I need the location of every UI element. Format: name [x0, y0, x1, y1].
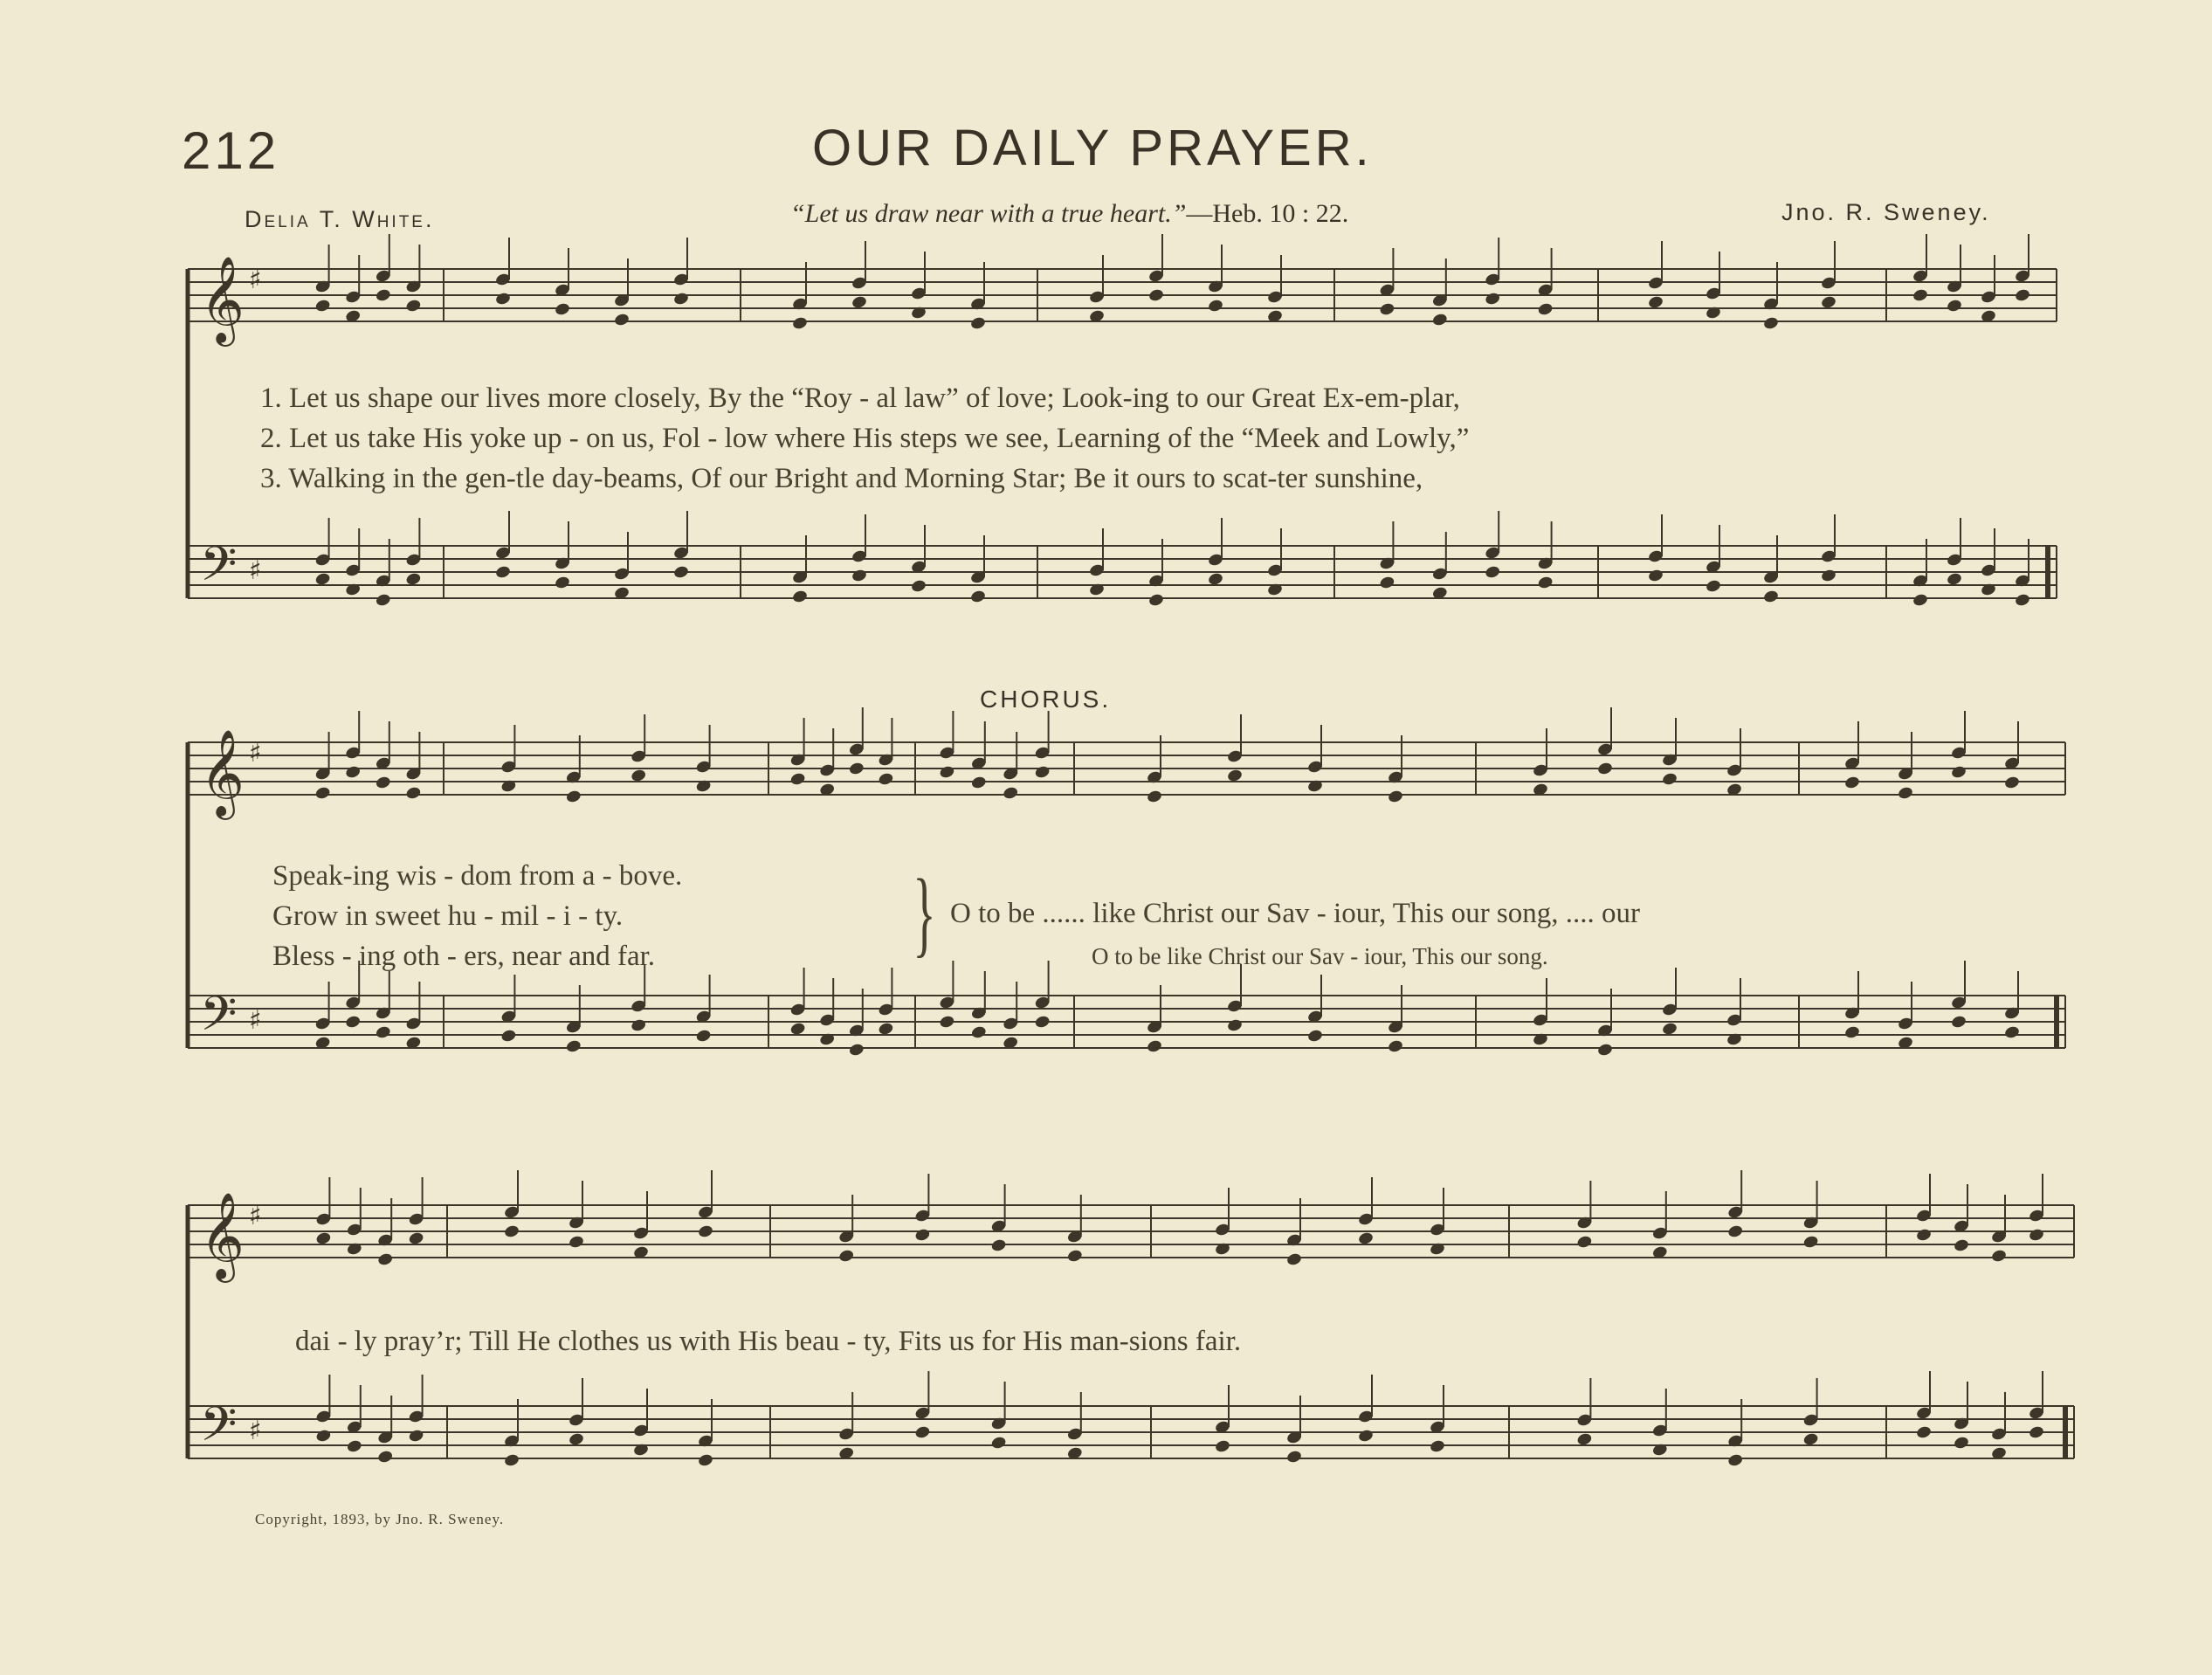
note-head	[2003, 775, 2020, 790]
note-head	[1647, 295, 1664, 310]
note-head	[1802, 1235, 1819, 1250]
note-head	[695, 1029, 712, 1044]
note-head	[851, 569, 867, 583]
note-head	[838, 1249, 855, 1264]
note-head	[1953, 1238, 1969, 1253]
note-head	[314, 572, 331, 587]
note-head	[1226, 769, 1243, 783]
sharp-sign: ♯	[249, 1201, 262, 1231]
note-head	[375, 288, 391, 303]
note-head	[878, 772, 894, 787]
sharp-sign: ♯	[249, 555, 262, 586]
note-head	[1034, 765, 1051, 780]
note-head	[1357, 1231, 1374, 1246]
note-head	[1915, 1228, 1932, 1243]
note-head	[1705, 579, 1721, 594]
bass-clef: 𝄢	[200, 1396, 238, 1464]
note-head	[503, 1453, 520, 1468]
note-head	[848, 762, 865, 776]
note-head	[1387, 1039, 1403, 1054]
note-head	[405, 299, 422, 314]
final-line-lyric: dai - ly pray’r; Till He clothes us with His beau - ty, Fits us for His man-sions fair.	[295, 1326, 1242, 1357]
note-head	[789, 772, 806, 787]
hymn-title: OUR DAILY PRAYER.	[812, 120, 1373, 176]
note-head	[1843, 775, 1860, 790]
note-head	[2003, 1025, 2020, 1040]
verse-2-lyric: 2. Let us take His yoke up - on us, Fol - low where His steps we see, Learning of the “Meek and Lowly,”	[260, 423, 1470, 454]
note-head	[631, 1018, 647, 1033]
note-head	[314, 786, 331, 801]
verse-3-ending: Bless - ing oth - ers, near and far.	[272, 941, 656, 972]
bass-clef: 𝄢	[200, 986, 238, 1053]
note-head	[405, 572, 422, 587]
note-head	[554, 302, 570, 317]
note-head	[1820, 569, 1836, 583]
note-head	[1762, 589, 1779, 604]
note-head	[2014, 593, 2030, 608]
note-head	[2028, 1228, 2044, 1243]
verse-1-lyric: 1. Let us shape our lives more closely, By the “Roy - al law” of love; Look-ing to our Great Ex-em-plar,	[260, 383, 1460, 414]
verse-3-lyric: 3. Walking in the gen-tle day-beams, Of our Bright and Morning Star; Be it ours to scat-ter sunshine,	[260, 463, 1423, 494]
note-head	[672, 565, 689, 580]
note-head	[1820, 295, 1836, 310]
epigraph	[790, 199, 1348, 229]
note-head	[969, 589, 986, 604]
verse-brace: }	[913, 859, 936, 966]
note-head	[697, 1224, 713, 1239]
note-head	[1576, 1432, 1593, 1447]
note-head	[789, 1022, 806, 1037]
note-head	[1034, 1015, 1051, 1030]
note-head	[408, 1231, 424, 1246]
note-head	[1915, 1425, 1932, 1440]
note-head	[1802, 1432, 1819, 1447]
verse-2-ending: Grow in sweet hu - mil - i - ty.	[272, 900, 624, 932]
epigraph-text: “Let us draw near with a true heart.”	[790, 199, 1187, 228]
note-head	[2014, 288, 2030, 303]
note-head	[346, 1439, 362, 1454]
sharp-sign: ♯	[249, 1005, 262, 1036]
note-head	[1950, 765, 1967, 780]
note-head	[1147, 288, 1164, 303]
note-head	[970, 775, 987, 790]
note-head	[1576, 1235, 1593, 1250]
note-head	[969, 316, 986, 331]
note-head	[554, 576, 570, 590]
note-head	[568, 1432, 584, 1447]
note-head	[375, 775, 391, 790]
note-head	[914, 1425, 931, 1440]
note-head	[914, 1228, 931, 1243]
composer-credit: Jno. R. Sweney.	[1781, 199, 1991, 225]
note-head	[503, 1224, 520, 1239]
note-head	[345, 1015, 362, 1030]
note-head	[1727, 1453, 1744, 1468]
note-head	[1429, 1439, 1445, 1454]
note-head	[1285, 1252, 1302, 1267]
note-head	[1912, 288, 1928, 303]
sharp-sign: ♯	[249, 1416, 262, 1446]
note-head	[345, 765, 362, 780]
treble-clef: 𝄞	[200, 256, 245, 343]
chorus-bass-lyric: O to be like Christ our Sav - iour, This our song.	[1092, 943, 1548, 969]
note-head	[1207, 572, 1223, 587]
note-head	[970, 1025, 987, 1040]
note-head	[1953, 1436, 1969, 1451]
note-head	[494, 565, 511, 580]
note-head	[1762, 316, 1779, 331]
treble-clef: 𝄞	[200, 729, 245, 817]
note-head	[990, 1436, 1007, 1451]
note-head	[1003, 786, 1019, 801]
note-head	[990, 1238, 1007, 1253]
note-head	[851, 295, 867, 310]
note-head	[939, 1015, 955, 1030]
author-credit: Delia T. White.	[245, 206, 435, 232]
note-head	[314, 299, 331, 314]
chorus-soprano-lyric: O to be ...... like Christ our Sav - iour, This our song, .... our	[950, 898, 1641, 929]
note-head	[1950, 1015, 1967, 1030]
note-head	[1214, 1439, 1230, 1454]
note-head	[613, 313, 630, 327]
note-head	[1226, 1018, 1243, 1033]
note-head	[375, 593, 391, 608]
note-head	[848, 1043, 865, 1058]
note-head	[672, 292, 689, 307]
note-head	[1146, 789, 1162, 804]
verse-1-ending: Speak-ing wis - dom from a - bove.	[272, 860, 683, 892]
note-head	[377, 1252, 394, 1267]
note-head	[1596, 1043, 1613, 1058]
epigraph-reference: —Heb. 10 : 22.	[1186, 199, 1349, 228]
note-head	[1727, 1224, 1744, 1239]
note-head	[315, 1429, 332, 1444]
note-head	[910, 579, 927, 594]
note-head	[494, 292, 511, 307]
note-head	[1146, 1039, 1162, 1054]
note-head	[631, 769, 647, 783]
note-head	[1990, 1249, 2007, 1264]
sharp-sign: ♯	[249, 265, 262, 295]
treble-clef: 𝄞	[200, 1192, 245, 1279]
note-head	[1897, 786, 1913, 801]
note-head	[1537, 576, 1554, 590]
note-head	[1647, 569, 1664, 583]
note-head	[1843, 1025, 1860, 1040]
note-head	[1147, 593, 1164, 608]
note-head	[878, 1022, 894, 1037]
note-head	[791, 316, 808, 331]
note-head	[565, 789, 582, 804]
note-head	[405, 786, 422, 801]
note-head	[1306, 1029, 1323, 1044]
sharp-sign: ♯	[249, 738, 262, 769]
note-head	[500, 1029, 517, 1044]
note-head	[408, 1429, 424, 1444]
note-head	[697, 1453, 713, 1468]
bass-clef: 𝄢	[200, 536, 238, 603]
note-head	[1285, 1450, 1302, 1465]
note-head	[1485, 292, 1501, 307]
note-head	[1485, 565, 1501, 580]
note-head	[1537, 302, 1554, 317]
note-head	[1946, 572, 1962, 587]
note-head	[1387, 789, 1403, 804]
note-head	[1661, 772, 1678, 787]
note-head	[1946, 299, 1962, 314]
page-number: 212	[182, 121, 280, 180]
note-head	[568, 1235, 584, 1250]
note-head	[1431, 313, 1448, 327]
note-head	[315, 1231, 332, 1246]
chorus-label: CHORUS.	[980, 686, 1112, 713]
note-head	[791, 589, 808, 604]
note-head	[1596, 762, 1613, 776]
note-head	[2028, 1425, 2044, 1440]
note-head	[375, 1025, 391, 1040]
note-head	[1379, 302, 1395, 317]
note-head	[1207, 299, 1223, 314]
note-head	[939, 765, 955, 780]
note-head	[1661, 1022, 1678, 1037]
note-head	[1066, 1249, 1083, 1264]
note-head	[377, 1450, 394, 1465]
note-head	[1357, 1429, 1374, 1444]
copyright-notice: Copyright, 1893, by Jno. R. Sweney.	[255, 1511, 505, 1527]
note-head	[1912, 593, 1928, 608]
note-head	[1379, 576, 1395, 590]
note-head	[565, 1039, 582, 1054]
